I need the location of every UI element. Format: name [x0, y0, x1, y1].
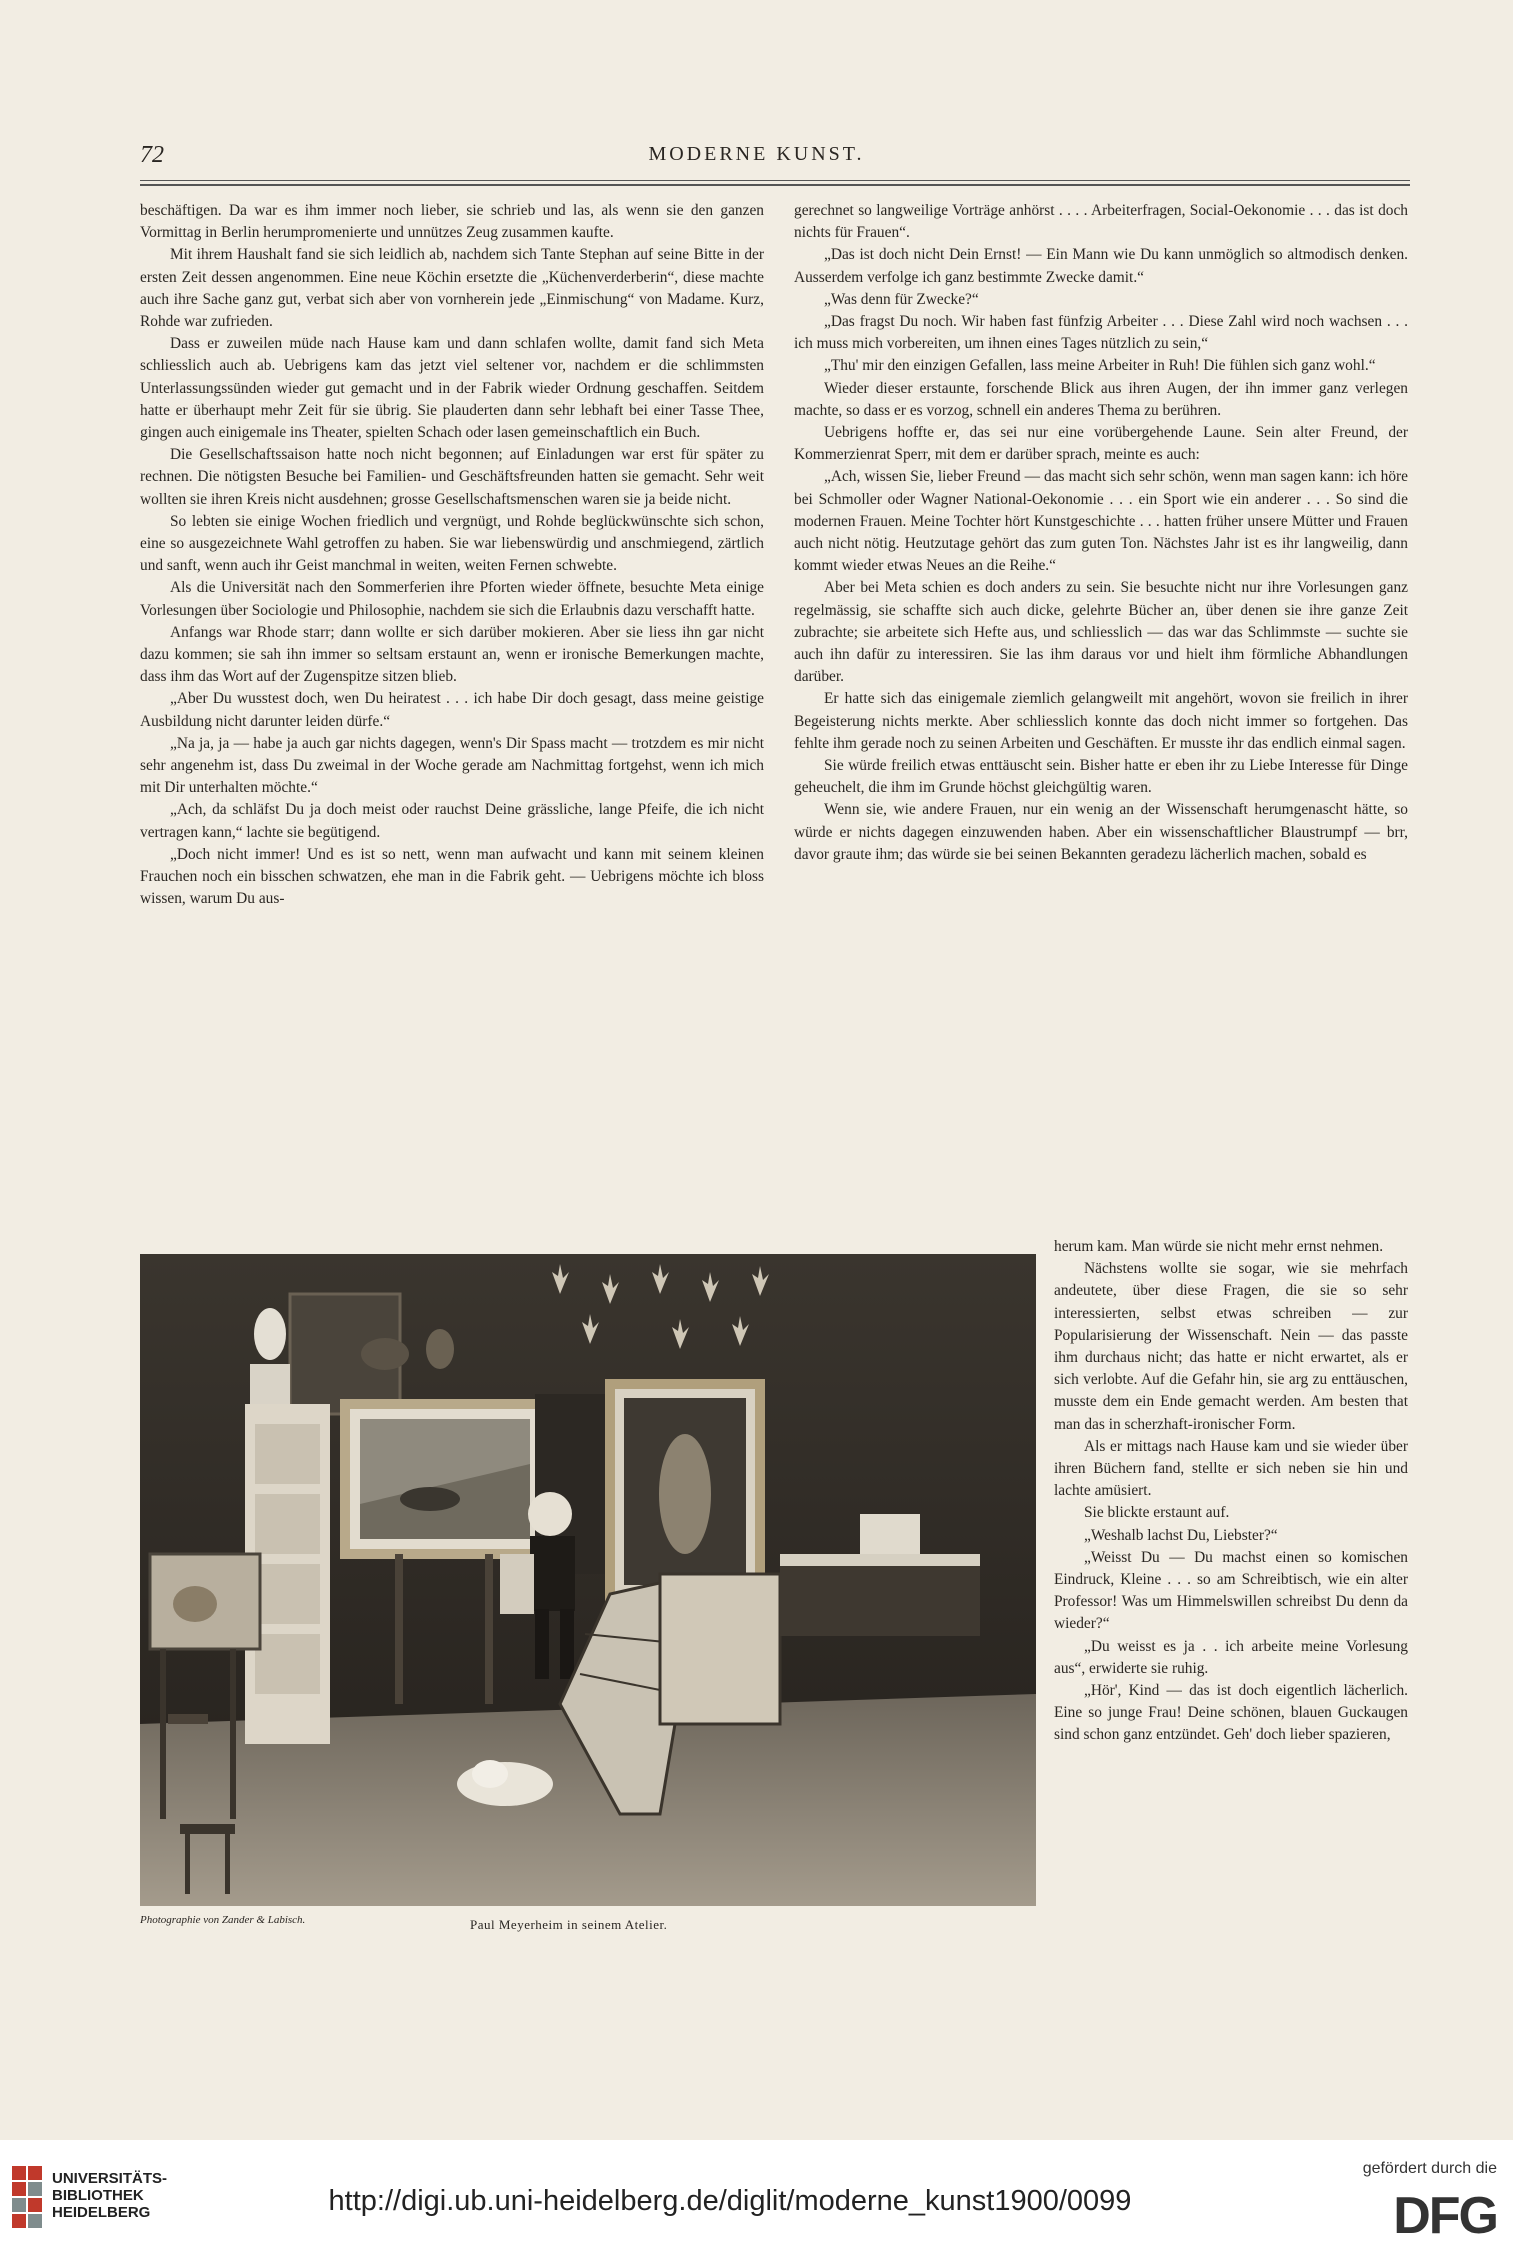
paragraph: herum kam. Man würde sie nicht mehr ernst nehmen.: [1054, 1238, 1384, 1255]
text-column-right-narrow: [1054, 1236, 1408, 1936]
library-name-line: UNIVERSITÄTS-: [52, 2170, 168, 2187]
paragraph: Anfangs war Rhode starr; dann wollte er sich darüber mokieren. Aber sie liess ihn gar nicht dazu kommen; sie sah ihn immer so seltsam erstaunt an, wenn er ironische Bemerkungen machte, dass ihm das Wort auf der Zugenspitze sitzen blieb.: [140, 623, 764, 686]
digitization-footer: [0, 2140, 1513, 2260]
text-column-left: [140, 200, 764, 1220]
paragraph: „Ach, da schläfst Du ja doch meist oder rauchst Deine grässliche, lange Pfeife, die ich nicht vertragen kann,“ lachte sie begütigend.: [140, 801, 764, 841]
paragraph: beschäftigen. Da war es ihm immer noch lieber, sie schrieb und las, als wenn sie den ganzen Vormittag in Berlin herumpromenierte und unnützes Zeug zusammen kaufte.: [140, 202, 764, 242]
figure-caption: Paul Meyerheim in seinem Atelier.: [470, 1917, 668, 1932]
paragraph: Uebrigens hoffte er, das sei nur eine vorübergehende Laune. Sein alter Freund, der Kommerzienrat Sperr, mit dem er darüber sprach, meinte es auch:: [794, 424, 1408, 464]
header-rule: [140, 180, 1410, 181]
library-name: [52, 2170, 167, 2221]
paragraph: Als er mittags nach Hause kam und sie wieder über ihren Büchern fand, stellte er sich neben sie hin und lachte amüsiert.: [1054, 1437, 1408, 1500]
university-library-logo-icon: [12, 2166, 44, 2228]
library-name-line: HEIDELBERG: [52, 2204, 151, 2221]
paragraph: „Ach, wissen Sie, lieber Freund — das macht sich sehr schön, wenn man sagen kann: ich höre bei Schmoller oder Wagner National-Oekonomie . . . ein Sport wie ein anderer . . . So sind die modernen Frauen. Meine Tochter hört Kunstgeschichte . . . hatten früher unsere Mütter und Frauen auch nicht nötig. Heutzutage gehört das zum guten Ton. Nächstes Jahr ist es ihr langweilig, dann kommt wieder etwas Neues an die Reihe.“: [794, 468, 1408, 575]
paragraph: „Was denn für Zwecke?“: [824, 290, 979, 308]
paragraph: Nächstens wollte sie sogar, wie sie mehrfach andeutete, über diese Fragen, die sie so sehr interessierten, selbst etwas schreiben — zur Popularisierung der Wissenschaft. Nein — das passte ihm durchaus nicht; das hatte er nicht erwartet, als er sich verlobte. Auf die Gefahr hin, sie arg zu enttäuschen, musste dem ein Ende gemacht werden. Am besten that man das in scherzhaft-ironischer Form.: [1054, 1260, 1408, 1433]
paragraph: Sie würde freilich etwas enttäuscht sein. Bisher hatte er eben ihr zu Liebe Interesse für Dinge geheuchelt, die ihm im Grunde höchst gleichgültig waren.: [794, 757, 1408, 797]
atelier-photograph: [140, 1254, 1036, 1906]
photo-illustration: [140, 1254, 1036, 1906]
paragraph: So lebten sie einige Wochen friedlich und vergnügt, und Rohde beglückwünschte sich schon, eine so ausgezeichnete Wahl getroffen zu haben. Sie war liebenswürdig und anschmiegend, zärtlich und sanft, wenn auch ihr Geist manchmal in weiten, weiten Fernen schwebte.: [140, 512, 764, 575]
paragraph: „Thu' mir den einzigen Gefallen, lass meine Arbeiter in Ruh! Die fühlen sich ganz wohl.“: [824, 357, 1376, 375]
dfg-logo: DFG: [1393, 2187, 1497, 2245]
paragraph: Wenn sie, wie andere Frauen, nur ein wenig an der Wissenschaft herumgenascht hätte, so würde er nichts dagegen einzuwenden haben. Aber ein wissenschaftlicher Blaustrumpf — brr, davor graute ihm; das würde sie bei seinen Bekannten geradezu lächerlich machen, sobald es: [794, 801, 1408, 863]
paragraph: Als die Universität nach den Sommerferien ihre Pforten wieder öffnete, besuchte Meta einige Vorlesungen über Sociologie und Philosophie, nachdem sie sich die Erlaubnis dazu verschafft hatte.: [140, 579, 764, 619]
paragraph: „Das fragst Du noch. Wir haben fast fünfzig Arbeiter . . . Diese Zahl wird noch wachsen . . . ich muss mich vorbereiten, um ihnen eines Tages nützlich zu sein,“: [794, 313, 1408, 353]
paragraph: Mit ihrem Haushalt fand sie sich leidlich ab, nachdem sich Tante Stephan auf seine Bitte in der ersten Zeit dessen angenommen. Eine neue Köchin ersetzte die „Küchenverderberin“, diese machte auch ihre Sache ganz gut, verbat sich aber von vornherein jede „Einmischung“ von Madame. Kurz, Rohde war zufrieden.: [140, 246, 764, 331]
running-title: MODERNE KUNST.: [648, 143, 865, 165]
paragraph: „Na ja, ja — habe ja auch gar nichts dagegen, wenn's Dir Spass macht — trotzdem es mir nicht sehr angenehm ist, dass Du zweimal in der Woche gerade am Nachmittag fortgehst, wenn ich mich mit Dir unterhalten möchte.“: [140, 734, 764, 797]
paragraph: „Hör', Kind — das ist doch eigentlich lächerlich. Eine so junge Frau! Deine schönen, blauen Guckaugen sind schon ganz entzündet. Geh' doch lieber spazieren,: [1054, 1682, 1408, 1744]
paragraph: „Weshalb lachst Du, Liebster?“: [1084, 1526, 1278, 1544]
paragraph: Aber bei Meta schien es doch anders zu sein. Sie besuchte nicht nur ihre Vorlesungen ganz regelmässig, sie schaffte sich auch dicke, gelehrte Bücher an, über denen sie ihre ganze Zeit zubrachte; sie arbeitete sich Hefte aus, und schliesslich — das war das Schlimmste — suchte sie auch ihn dafür zu interessiren. Sie las ihm daraus vor und hielt ihm förmliche Abhandlungen darüber.: [794, 579, 1408, 686]
paragraph: Sie blickte erstaunt auf.: [1084, 1504, 1230, 1522]
library-name-line: BIBLIOTHEK: [52, 2187, 144, 2204]
paragraph: „Das ist doch nicht Dein Ernst! — Ein Mann wie Du kann unmöglich so altmodisch denken. Ausserdem verfolge ich ganz bestimmte Zwecke damit.“: [794, 246, 1408, 286]
paragraph: „Aber Du wusstest doch, wen Du heiratest . . . ich habe Dir doch gesagt, dass meine geistige Ausbildung nicht darunter leiden dürfe.“: [140, 690, 764, 730]
paragraph: „Weisst Du — Du machst einen so komischen Eindruck, Kleine . . . so am Schreibtisch, wie ein alter Professor! Was um Himmelswillen schreibst Du denn da wieder?“: [1054, 1548, 1408, 1633]
paragraph: „Doch nicht immer! Und es ist so nett, wenn man aufwacht und kann mit seinem kleinen Frauchen noch ein bisschen schwatzen, ehe man in die Fabrik geht. — Uebrigens möchte ich bloss wissen, warum Du aus-: [140, 845, 764, 908]
paragraph: Die Gesellschaftssaison hatte noch nicht begonnen; auf Einladungen war erst für später zu rechnen. Die nötigsten Besuche bei Familien- und Geschäftsfreunden hatten sie gemacht. Sehr weit wollten sie ihren Kreis nicht ausdehnen; grosse Gesellschaftsmenschen waren sie ja beide nicht.: [140, 446, 764, 508]
source-url-link[interactable]: http://digi.ub.uni-heidelberg.de/diglit/moderne_kunst1900/0099: [328, 2185, 1132, 2217]
header-rule-thick: [140, 184, 1410, 186]
paragraph: Er hatte sich das einigemale ziemlich gelangweilt mit angehört, wovon sie freilich in ihrer Begeisterung nichts merkte. Aber schliesslich konnte das doch nicht immer so fortgehen. Das fehlte ihm gerade noch zu seinen Arbeiten und Geschäften. Er musste ihr das endlich einmal sagen.: [794, 690, 1408, 752]
page-number: 72: [140, 142, 164, 168]
photo-credit: Photographie von Zander & Labisch.: [140, 1914, 306, 1926]
paragraph: gerechnet so langweilige Vorträge anhörst . . . . Arbeiterfragen, Social-Oekonomie . . . das ist doch nichts für Frauen“.: [794, 202, 1408, 242]
paragraph: Wieder dieser erstaunte, forschende Blick aus ihren Augen, der ihn immer ganz verlegen machte, so dass er es vorzog, schnell ein anderes Thema zu berühren.: [794, 379, 1408, 419]
paragraph: Dass er zuweilen müde nach Hause kam und dann schlafen wollte, damit fand sich Meta schliesslich auch ab. Uebrigens kam das jetzt viel seltener vor, nachdem er die schlimmsten Unterlassungssünden wieder gut gemacht und in der Fabrik wieder Ordnung geschaffen. Seitdem hatte er überhaupt mehr Zeit für sie übrig. Sie plauderten dann sehr lebhaft bei einer Tasse Thee, gingen auch einigemale ins Theater, spielten Schach oder lasen gemeinschaftlich ein Buch.: [140, 335, 764, 442]
text-column-right: [794, 200, 1408, 1236]
paragraph: „Du weisst es ja . . ich arbeite meine Vorlesung aus“, erwiderte sie ruhig.: [1054, 1637, 1408, 1677]
funding-label: gefördert durch die: [1362, 2160, 1497, 2177]
